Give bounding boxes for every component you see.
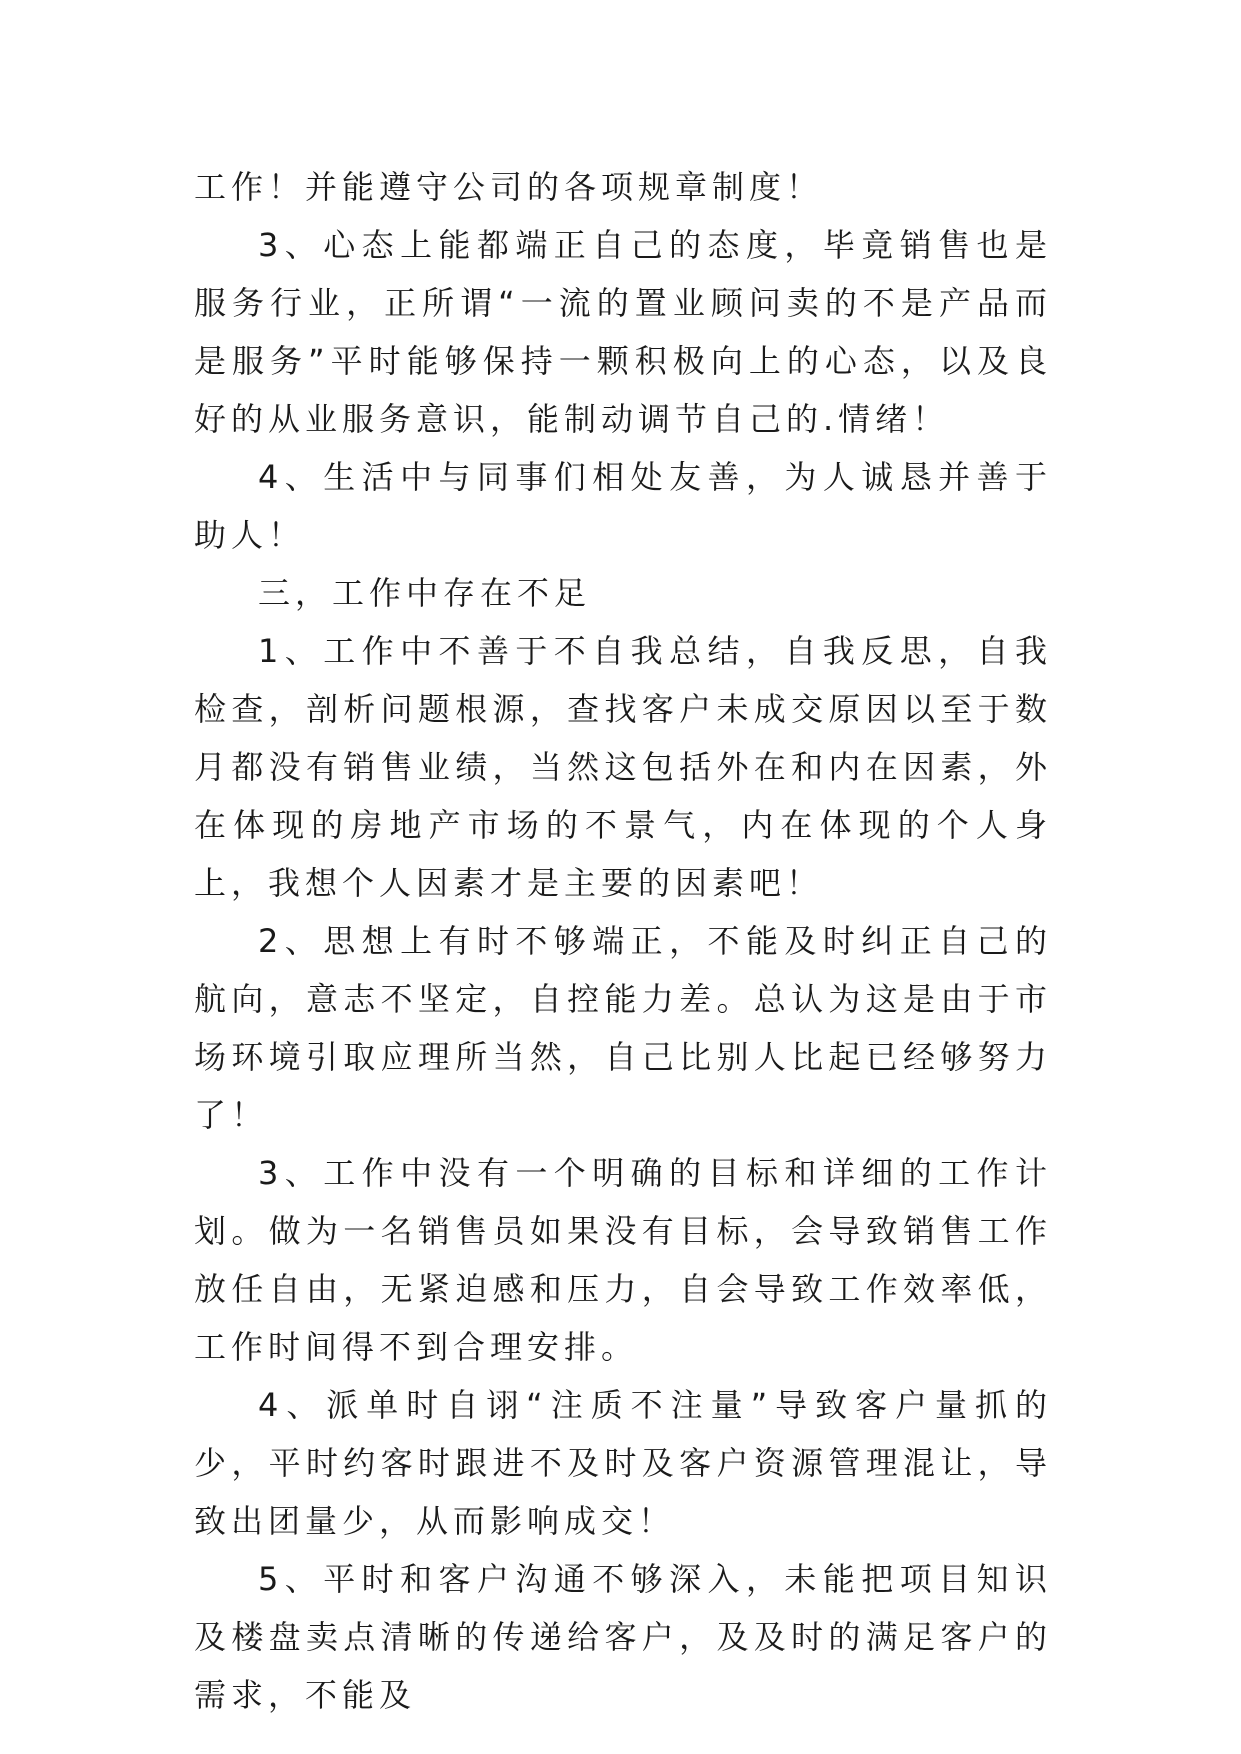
paragraph-communication: 5、平时和客户沟通不够深入，未能把项目知识及楼盘卖点清晰的传递给客户，及及时的满足客户的需求，不能及 bbox=[194, 1560, 1052, 1714]
paragraph-flyers: 4、派单时自诩“注质不注量”导致客户量抓的少，平时约客时跟进不及时及客户资源管理混让，导致出团量少，从而影响成交！ bbox=[194, 1386, 1052, 1540]
paragraph-continuation: 工作！并能遵守公司的各项规章制度！ bbox=[194, 168, 824, 206]
paragraph-mindset: 2、思想上有时不够端正，不能及时纠正自己的航向，意志不坚定，自控能力差。总认为这是由于市场环境引取应理所当然，自己比别人比起已经够努力了！ bbox=[194, 922, 1052, 1134]
document-page bbox=[194, 158, 1052, 1724]
paragraph-goals: 3、工作中没有一个明确的目标和详细的工作计划。做为一名销售员如果没有目标，会导致销售工作放任自由，无紧迫感和压力，自会导致工作效率低，工作时间得不到合理安排。 bbox=[194, 1154, 1052, 1366]
section-heading-shortcomings: 三，工作中存在不足 bbox=[258, 574, 592, 612]
paragraph-self-reflection: 1、工作中不善于不自我总结，自我反思，自我检查，剖析问题根源，查找客户未成交原因以至于数月都没有销售业绩，当然这包括外在和内在因素，外在体现的房地产市场的不景气，内在体现的个人身上，我想个人因素才是主要的因素吧！ bbox=[194, 632, 1052, 902]
paragraph-colleagues: 4、生活中与同事们相处友善，为人诚恳并善于助人！ bbox=[194, 458, 1052, 554]
paragraph-attitude: 3、心态上能都端正自己的态度，毕竟销售也是服务行业，正所谓“一流的置业顾问卖的不是产品而是服务”平时能够保持一颗积极向上的心态，以及良好的从业服务意识，能制动调节自己的.情绪！ bbox=[194, 226, 1052, 438]
